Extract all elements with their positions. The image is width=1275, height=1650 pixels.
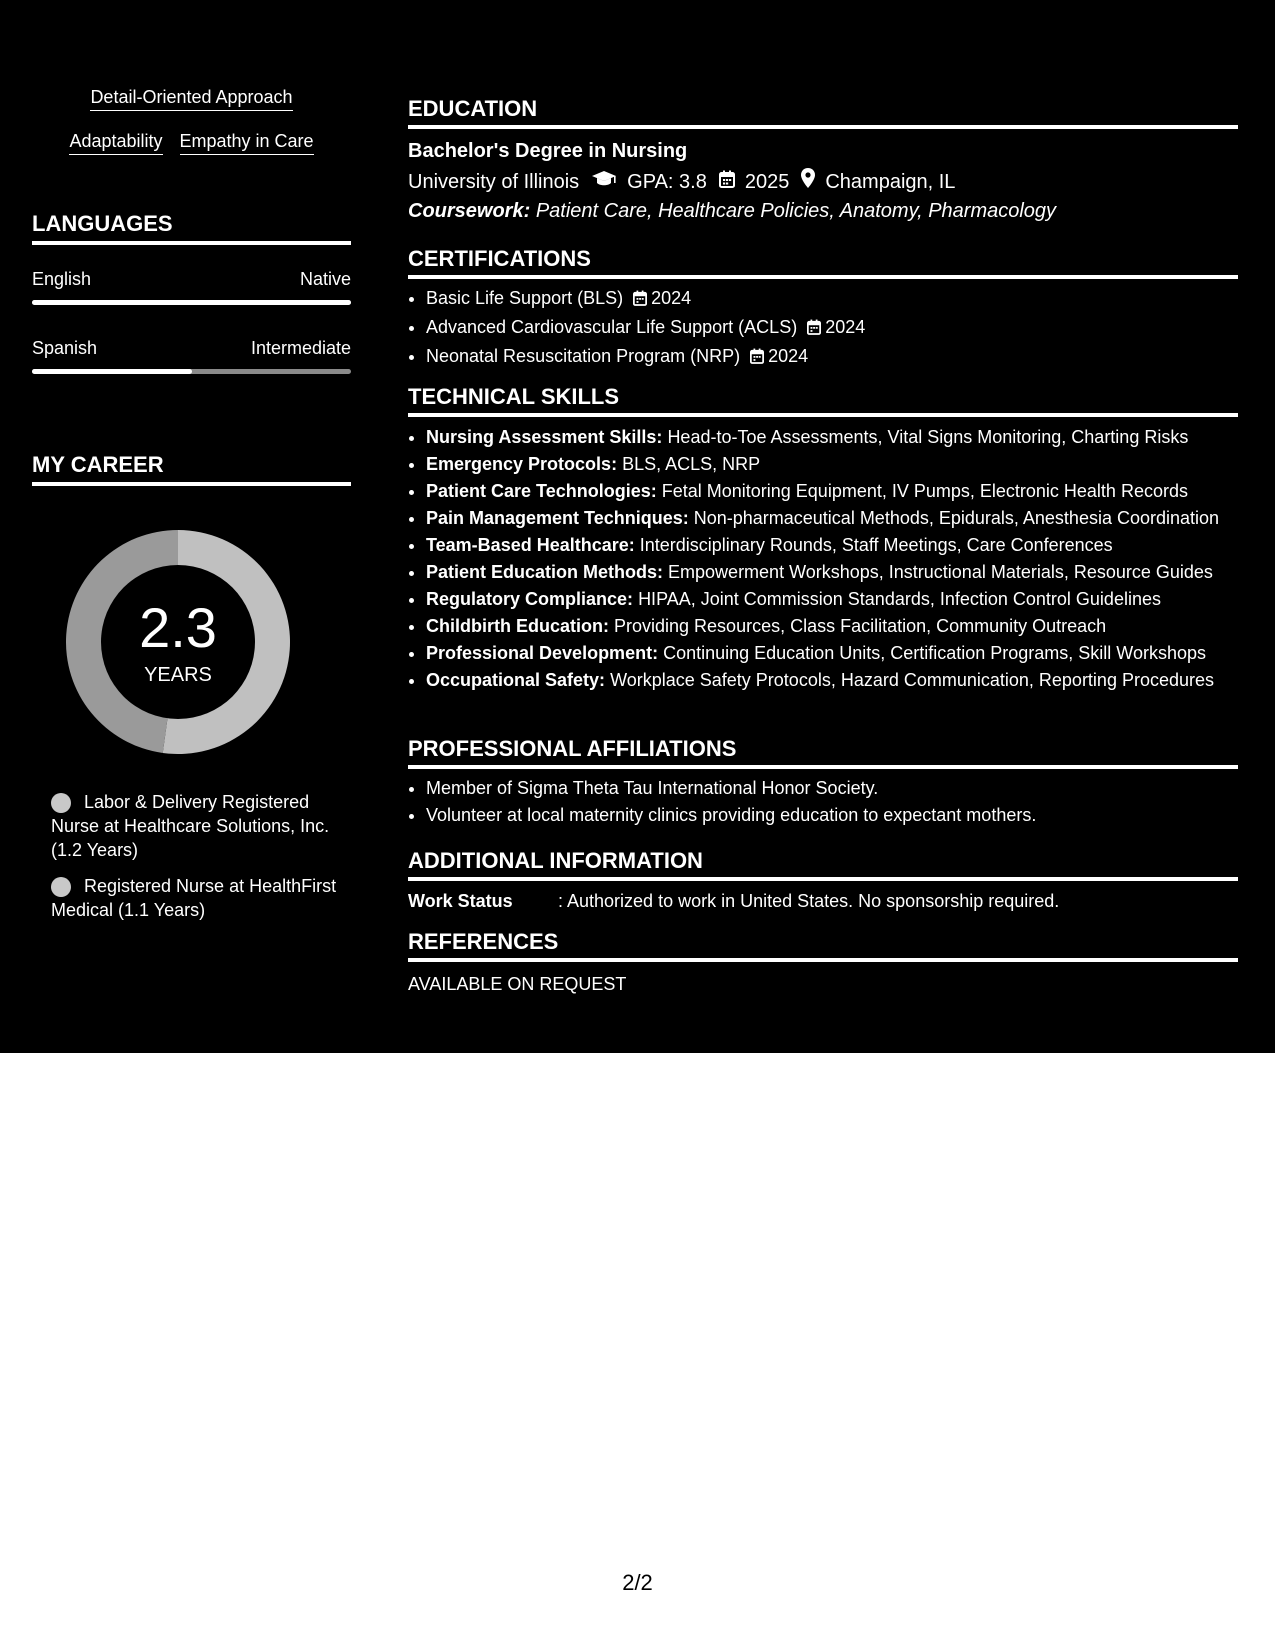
- career-item: Registered Nurse at HealthFirst Medical (1.1 Years): [51, 876, 337, 920]
- skill-item: • Team-Based Healthcare: Interdisciplinary Rounds, Staff Meetings, Care Conferences: [426, 533, 1238, 557]
- career-item: Labor & Delivery Registered Nurse at Healthcare Solutions, Inc. (1.2 Years): [51, 792, 330, 860]
- languages-section: [32, 211, 351, 245]
- work-status-value: : Authorized to work in United States. No sponsorship required.: [558, 891, 1060, 911]
- career-section: [32, 452, 351, 486]
- language-name: English: [32, 269, 92, 289]
- calendar-icon: [807, 316, 821, 343]
- section-title: PROFESSIONAL AFFILIATIONS: [408, 736, 1238, 769]
- work-status-row: [408, 889, 1238, 913]
- section-title: MY CAREER: [32, 452, 351, 486]
- strength-chip: Empathy in Care: [180, 130, 314, 155]
- graduation-cap-icon: [591, 169, 617, 195]
- skill-item: • Patient Care Technologies: Fetal Monitoring Equipment, IV Pumps, Electronic Health Records: [426, 479, 1238, 503]
- certification-item: • Neonatal Resuscitation Program (NRP) 2024: [426, 343, 1238, 372]
- career-dot-icon: [51, 877, 71, 897]
- strengths-list: [32, 86, 351, 174]
- language-level: Intermediate: [250, 338, 351, 358]
- section-title: CERTIFICATIONS: [408, 246, 1238, 279]
- calendar-icon: [719, 169, 735, 195]
- calendar-icon: [633, 287, 647, 314]
- language-level: Native: [299, 269, 351, 289]
- strengths-row-1: [32, 86, 351, 111]
- skill-item: • Professional Development: Continuing Education Units, Certification Programs, Skill Workshops: [426, 641, 1238, 665]
- section-title: TECHNICAL SKILLS: [408, 384, 1238, 417]
- affiliations-section: [408, 736, 1238, 829]
- strengths-row-2: [32, 130, 351, 155]
- education-meta: [408, 168, 1238, 195]
- section-title: REFERENCES: [408, 929, 1238, 962]
- technical-skills-section: [408, 384, 1238, 695]
- language-proficiency-fill: [32, 369, 192, 374]
- education-school: University of Illinois: [408, 170, 580, 193]
- affiliation-item: • Volunteer at local maternity clinics providing education to expectant mothers.: [426, 802, 1238, 829]
- work-status-label: Work Status: [408, 891, 513, 911]
- education-degree: Bachelor's Degree in Nursing: [408, 140, 688, 162]
- language-item-spanish: [32, 337, 351, 374]
- language-name: Spanish: [32, 338, 98, 358]
- section-title: EDUCATION: [408, 96, 1238, 129]
- education-location: Champaign, IL: [825, 170, 956, 193]
- affiliations-list: [408, 775, 1238, 829]
- certification-item: • Basic Life Support (BLS) 2024: [426, 285, 1238, 314]
- section-title: ADDITIONAL INFORMATION: [408, 848, 1238, 881]
- certifications-section: [408, 246, 1238, 372]
- skill-item: • Regulatory Compliance: HIPAA, Joint Commission Standards, Infection Control Guidelines: [426, 587, 1238, 611]
- skill-item: • Nursing Assessment Skills: Head-to-Toe Assessments, Vital Signs Monitoring, Charting Risks: [426, 425, 1238, 449]
- map-pin-icon: [801, 168, 815, 195]
- section-title: LANGUAGES: [32, 211, 351, 245]
- additional-information-section: [408, 848, 1238, 913]
- strength-chip: Adaptability: [69, 130, 162, 155]
- skills-list: [408, 425, 1238, 692]
- language-proficiency-bar: [32, 369, 351, 374]
- career-total-years: 2.3: [139, 596, 217, 659]
- calendar-icon: [750, 345, 764, 372]
- education-section: [408, 96, 1238, 224]
- education-year: 2025: [744, 170, 790, 193]
- skill-item: • Pain Management Techniques: Non-pharmaceutical Methods, Epidurals, Anesthesia Coordination: [426, 506, 1238, 530]
- coursework-label: Coursework:: [408, 200, 531, 222]
- career-list: [51, 790, 341, 934]
- career-dot-icon: [51, 793, 71, 813]
- references-text: AVAILABLE ON REQUEST: [408, 974, 627, 994]
- skill-item: • Patient Education Methods: Empowerment Workshops, Instructional Materials, Resource Guides: [426, 560, 1238, 584]
- references-section: [408, 929, 1238, 996]
- education-gpa: GPA: 3.8: [627, 170, 707, 193]
- certifications-list: [408, 285, 1238, 372]
- language-proficiency-bar: [32, 300, 351, 305]
- career-years-donut: [66, 530, 290, 754]
- certification-item: • Advanced Cardiovascular Life Support (ACLS) 2024: [426, 314, 1238, 343]
- career-years-label: YEARS: [144, 664, 212, 686]
- skill-item: • Childbirth Education: Providing Resources, Class Facilitation, Community Outreach: [426, 614, 1238, 638]
- skill-item: • Emergency Protocols: BLS, ACLS, NRP: [426, 452, 1238, 476]
- affiliation-item: • Member of Sigma Theta Tau International Honor Society.: [426, 775, 1238, 802]
- education-coursework: [408, 198, 1238, 224]
- skill-item: • Occupational Safety: Workplace Safety Protocols, Hazard Communication, Reporting Procedures: [426, 668, 1238, 692]
- language-item-english: [32, 268, 351, 305]
- page-number: 2/2: [622, 1570, 653, 1595]
- language-proficiency-fill: [32, 300, 351, 305]
- coursework-list: Patient Care, Healthcare Policies, Anatomy, Pharmacology: [535, 200, 1057, 222]
- strength-chip: Detail-Oriented Approach: [90, 86, 292, 111]
